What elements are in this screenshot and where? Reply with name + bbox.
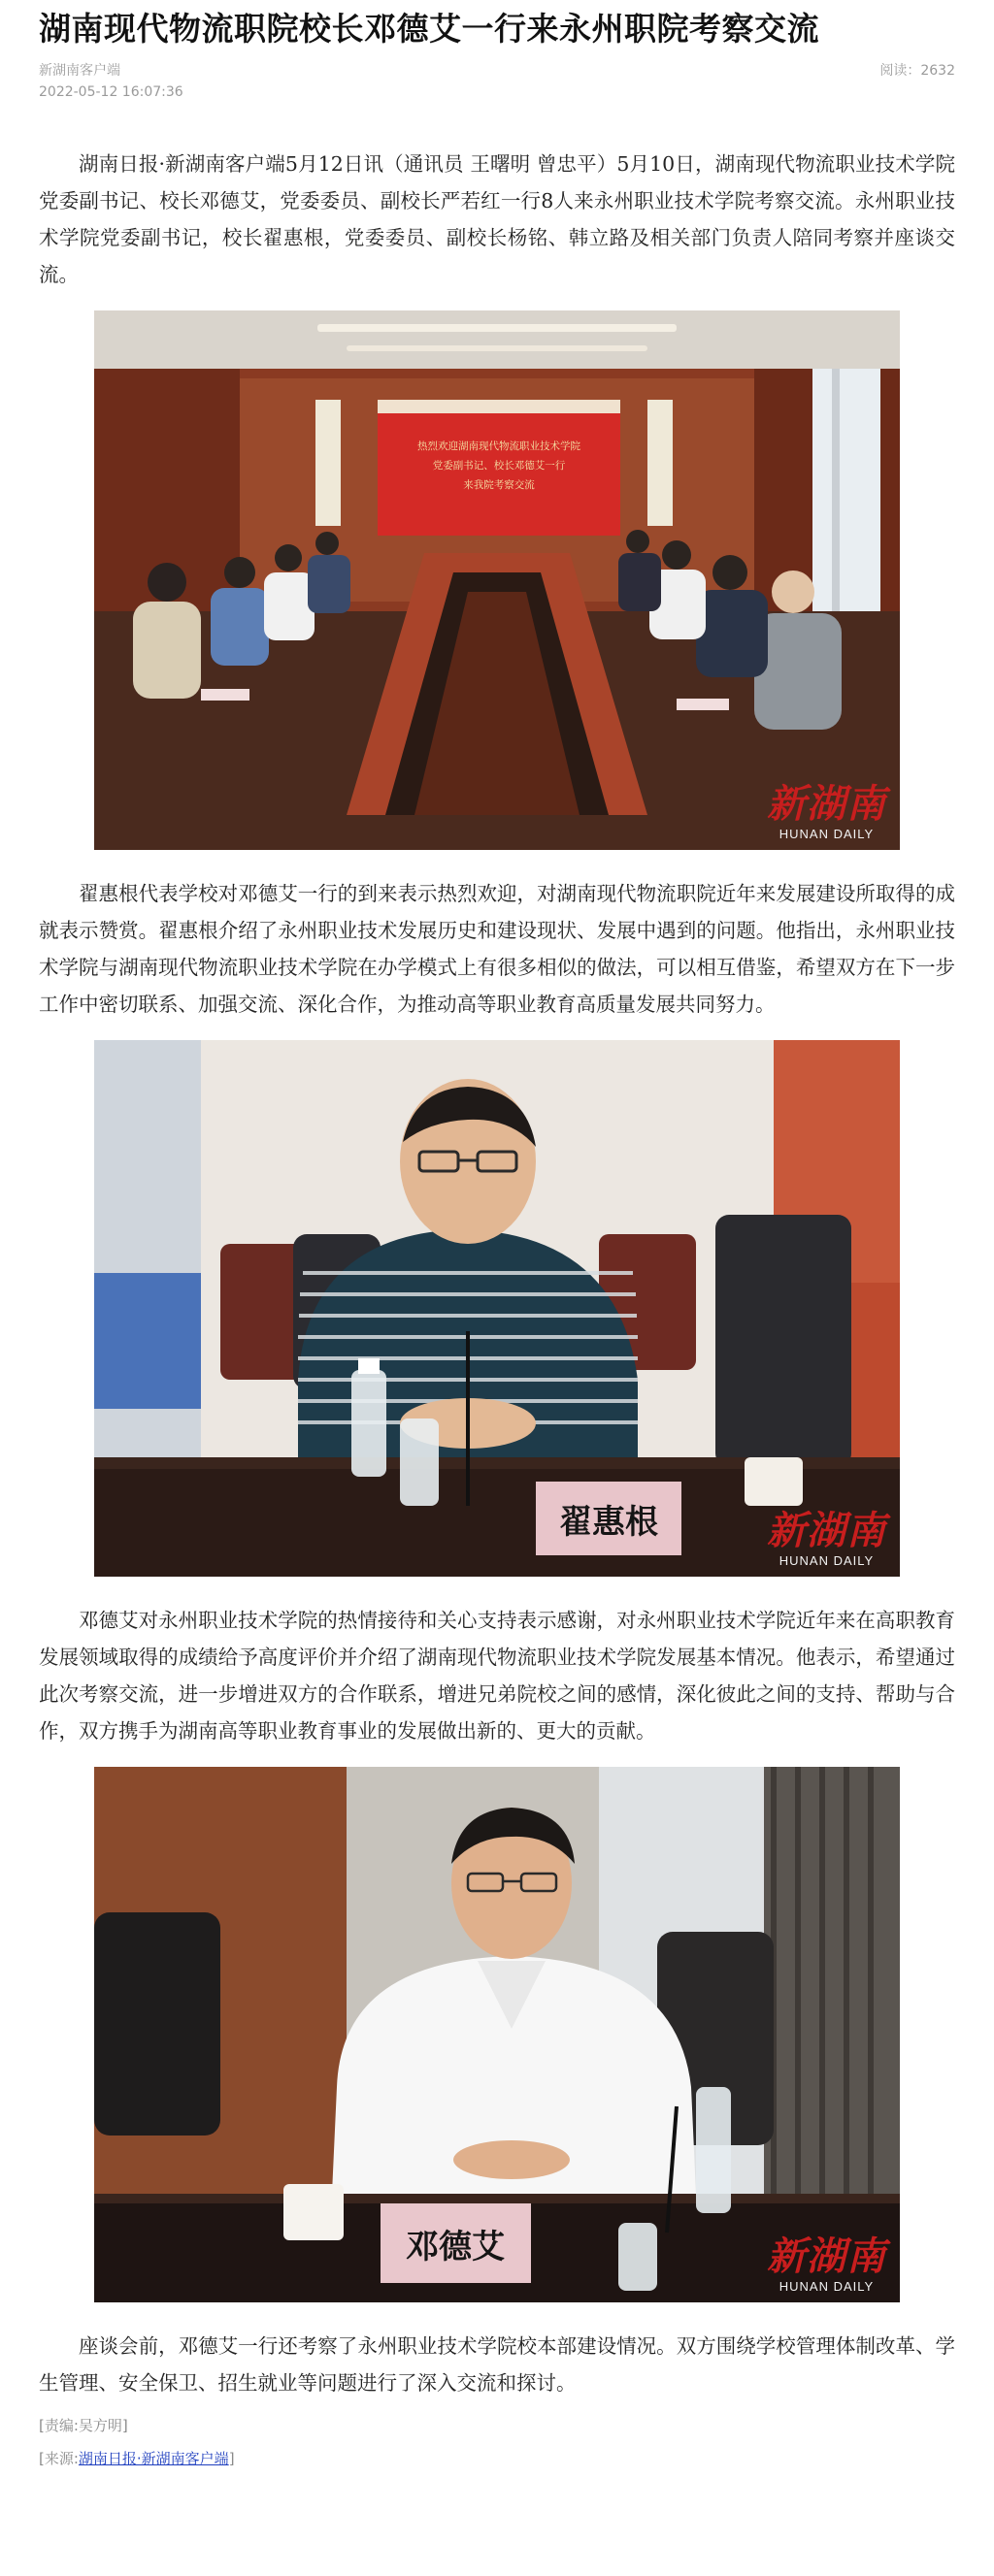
paragraph-2: 翟惠根代表学校对邓德艾一行的到来表示热烈欢迎，对湖南现代物流职院近年来发展建设所取得的成就表示赞赏。翟惠根介绍了永州职业技术发展历史和建设现状、发展中遇到的问题。他指出，永州职业技术学院与湖南现代物流职业技术学院在办学模式上有很多相似的做法，可以相互借鉴，希望双方在下一步工作中密切联系、加强交流、深化合作，为推动高等职业教育高质量发展共同努力。 <box>39 882 955 1016</box>
article-title: 湖南现代物流职院校长邓德艾一行来永州职院考察交流 <box>39 10 819 48</box>
nameplate-text-1: 翟惠根 <box>559 1503 658 1542</box>
article-source: 新湖南客户端 <box>39 63 120 79</box>
meta-left <box>39 60 183 103</box>
article-body <box>39 146 955 2401</box>
paragraph-1: 湖南日报·新湖南客户端5月12日讯（通讯员 王曙明 曾忠平）5月10日，湖南现代物流职业技术学院党委副书记、校长邓德艾，党委委员、副校长严若红一行8人来永州职业技术学院考察交流。永州职业技术学院党委副书记，校长翟惠根，党委委员、副校长杨铭、韩立路及相关部门负责人陪同考察并座谈交流。 <box>39 152 955 286</box>
article-footer <box>39 2409 955 2475</box>
watermark-logo: 新湖南 <box>767 2234 886 2279</box>
banner-line-2: 党委副书记、校长邓德艾一行 <box>432 460 566 472</box>
banner-line-1: 热烈欢迎湖南现代物流职业技术学院 <box>417 440 580 452</box>
watermark-text: HUNAN DAILY <box>779 2279 875 2294</box>
hunan-daily-watermark <box>767 1508 886 1568</box>
watermark-text: HUNAN DAILY <box>779 827 875 841</box>
hunan-daily-watermark <box>767 781 886 841</box>
article <box>39 0 955 2475</box>
source-link[interactable]: 湖南日报·新湖南客户端 <box>78 2450 229 2467</box>
read-count: 阅读：2632 <box>879 63 955 79</box>
speaker-2-illustration <box>94 1767 900 2302</box>
paragraph-4: 座谈会前，邓德艾一行还考察了永州职业技术学院校本部建设情况。双方围绕学校管理体制改革、学生管理、安全保卫、招生就业等问题进行了深入交流和探讨。 <box>39 2334 955 2395</box>
meeting-room-illustration <box>94 310 900 850</box>
source-credit <box>39 2442 955 2475</box>
watermark-text: HUNAN DAILY <box>779 1553 875 1568</box>
speaker-photo-1 <box>94 1040 900 1577</box>
hunan-daily-watermark <box>767 2234 886 2294</box>
editor-credit: [责编:吴方明] <box>39 2417 128 2434</box>
article-meta <box>39 60 955 103</box>
nameplate-text-2: 邓德艾 <box>406 2228 505 2266</box>
article-datetime: 2022-05-12 16:07:36 <box>39 84 183 100</box>
watermark-logo: 新湖南 <box>767 781 886 827</box>
meeting-room-photo <box>94 310 900 850</box>
source-suffix: ] <box>228 2450 235 2467</box>
banner-line-3: 来我院考察交流 <box>463 479 535 491</box>
speaker-1-illustration <box>94 1040 900 1577</box>
paragraph-3: 邓德艾对永州职业技术学院的热情接待和关心支持表示感谢，对永州职业技术学院近年来在高职教育发展领域取得的成绩给予高度评价并介绍了湖南现代物流职业技术学院发展基本情况。他表示，希望通过此次考察交流，进一步增进双方的合作联系，增进兄弟院校之间的感情，深化彼此之间的支持、帮助与合作，双方携手为湖南高等职业教育事业的发展做出新的、更大的贡献。 <box>39 1609 955 1743</box>
source-prefix: [来源: <box>39 2450 79 2467</box>
watermark-logo: 新湖南 <box>767 1508 886 1553</box>
speaker-photo-2 <box>94 1767 900 2302</box>
